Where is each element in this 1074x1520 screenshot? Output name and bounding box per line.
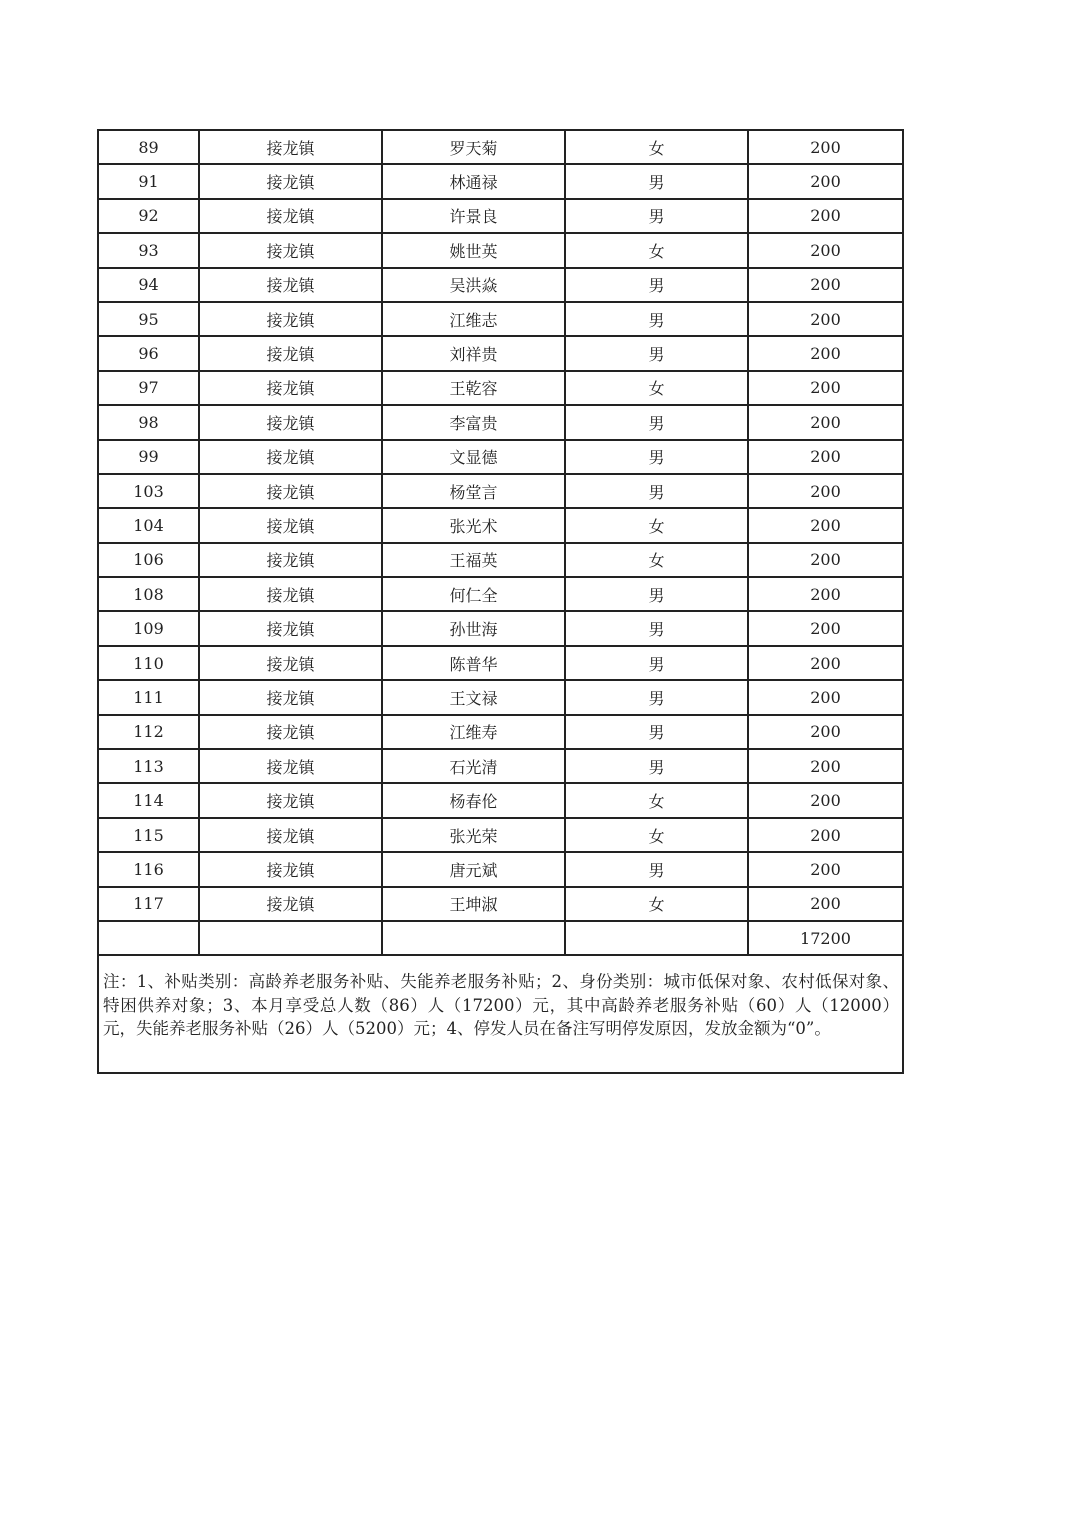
cell-gender: 女 xyxy=(565,371,748,405)
cell-gender: 男 xyxy=(565,474,748,508)
cell-no: 112 xyxy=(98,715,199,749)
cell-amount: 200 xyxy=(748,199,903,233)
note-row xyxy=(98,955,903,1073)
cell-amount: 200 xyxy=(748,302,903,336)
cell-name: 王福英 xyxy=(382,543,565,577)
cell-town: 接龙镇 xyxy=(199,680,382,714)
table-row xyxy=(98,646,903,680)
cell-town: 接龙镇 xyxy=(199,371,382,405)
cell-amount: 200 xyxy=(748,646,903,680)
cell-gender: 男 xyxy=(565,405,748,439)
cell-no: 96 xyxy=(98,336,199,370)
cell-name: 杨春伦 xyxy=(382,783,565,817)
cell-amount: 200 xyxy=(748,164,903,198)
table-row xyxy=(98,268,903,302)
cell-name: 杨堂言 xyxy=(382,474,565,508)
cell-name: 何仁全 xyxy=(382,577,565,611)
total-amount: 17200 xyxy=(748,921,903,955)
cell-town: 接龙镇 xyxy=(199,302,382,336)
cell-amount: 200 xyxy=(748,577,903,611)
cell-no: 103 xyxy=(98,474,199,508)
cell-town: 接龙镇 xyxy=(199,474,382,508)
cell-gender: 男 xyxy=(565,199,748,233)
table-row xyxy=(98,336,903,370)
cell-name: 罗天菊 xyxy=(382,130,565,164)
table-row xyxy=(98,715,903,749)
cell-amount: 200 xyxy=(748,543,903,577)
cell-gender: 男 xyxy=(565,646,748,680)
total-cell-empty xyxy=(199,921,382,955)
cell-name: 陈普华 xyxy=(382,646,565,680)
cell-amount: 200 xyxy=(748,611,903,645)
cell-gender: 女 xyxy=(565,887,748,921)
cell-amount: 200 xyxy=(748,336,903,370)
table-row xyxy=(98,508,903,542)
cell-gender: 女 xyxy=(565,783,748,817)
cell-amount: 200 xyxy=(748,680,903,714)
total-cell-empty xyxy=(565,921,748,955)
total-cell-empty xyxy=(98,921,199,955)
cell-gender: 男 xyxy=(565,749,748,783)
cell-gender: 女 xyxy=(565,508,748,542)
note-cell xyxy=(98,955,903,1073)
cell-no: 89 xyxy=(98,130,199,164)
cell-no: 106 xyxy=(98,543,199,577)
cell-gender: 男 xyxy=(565,611,748,645)
cell-town: 接龙镇 xyxy=(199,199,382,233)
table-row xyxy=(98,302,903,336)
cell-name: 姚世英 xyxy=(382,233,565,267)
cell-town: 接龙镇 xyxy=(199,508,382,542)
cell-no: 108 xyxy=(98,577,199,611)
table-row xyxy=(98,405,903,439)
table-row xyxy=(98,371,903,405)
cell-amount: 200 xyxy=(748,818,903,852)
cell-gender: 男 xyxy=(565,680,748,714)
cell-no: 99 xyxy=(98,440,199,474)
cell-no: 92 xyxy=(98,199,199,233)
table-row xyxy=(98,130,903,164)
table-row xyxy=(98,680,903,714)
cell-no: 98 xyxy=(98,405,199,439)
cell-amount: 200 xyxy=(748,233,903,267)
cell-no: 110 xyxy=(98,646,199,680)
cell-town: 接龙镇 xyxy=(199,440,382,474)
cell-gender: 女 xyxy=(565,130,748,164)
cell-no: 97 xyxy=(98,371,199,405)
cell-amount: 200 xyxy=(748,268,903,302)
table-row xyxy=(98,233,903,267)
cell-amount: 200 xyxy=(748,783,903,817)
cell-gender: 男 xyxy=(565,852,748,886)
total-cell-empty xyxy=(382,921,565,955)
cell-name: 文显德 xyxy=(382,440,565,474)
cell-name: 许景良 xyxy=(382,199,565,233)
cell-town: 接龙镇 xyxy=(199,405,382,439)
cell-no: 115 xyxy=(98,818,199,852)
cell-gender: 男 xyxy=(565,577,748,611)
cell-name: 张光术 xyxy=(382,508,565,542)
cell-no: 91 xyxy=(98,164,199,198)
cell-gender: 男 xyxy=(565,302,748,336)
table-row xyxy=(98,440,903,474)
cell-gender: 男 xyxy=(565,336,748,370)
cell-gender: 男 xyxy=(565,715,748,749)
cell-name: 张光荣 xyxy=(382,818,565,852)
cell-town: 接龙镇 xyxy=(199,130,382,164)
table-row xyxy=(98,611,903,645)
table-body xyxy=(98,130,903,921)
cell-name: 刘祥贵 xyxy=(382,336,565,370)
cell-town: 接龙镇 xyxy=(199,611,382,645)
cell-town: 接龙镇 xyxy=(199,852,382,886)
cell-name: 江维寿 xyxy=(382,715,565,749)
cell-name: 吴洪焱 xyxy=(382,268,565,302)
cell-amount: 200 xyxy=(748,887,903,921)
cell-name: 石光清 xyxy=(382,749,565,783)
cell-no: 94 xyxy=(98,268,199,302)
cell-town: 接龙镇 xyxy=(199,336,382,370)
cell-amount: 200 xyxy=(748,371,903,405)
cell-town: 接龙镇 xyxy=(199,268,382,302)
cell-no: 117 xyxy=(98,887,199,921)
subsidy-table xyxy=(97,129,904,1074)
cell-town: 接龙镇 xyxy=(199,783,382,817)
cell-no: 104 xyxy=(98,508,199,542)
cell-name: 王乾容 xyxy=(382,371,565,405)
cell-name: 王文禄 xyxy=(382,680,565,714)
cell-town: 接龙镇 xyxy=(199,164,382,198)
cell-name: 唐元斌 xyxy=(382,852,565,886)
cell-amount: 200 xyxy=(748,508,903,542)
table-row xyxy=(98,164,903,198)
cell-town: 接龙镇 xyxy=(199,715,382,749)
cell-amount: 200 xyxy=(748,440,903,474)
table-row xyxy=(98,474,903,508)
cell-no: 95 xyxy=(98,302,199,336)
table-row xyxy=(98,852,903,886)
cell-amount: 200 xyxy=(748,405,903,439)
cell-gender: 男 xyxy=(565,440,748,474)
table-row xyxy=(98,783,903,817)
cell-town: 接龙镇 xyxy=(199,646,382,680)
table-row xyxy=(98,818,903,852)
table-row xyxy=(98,199,903,233)
cell-amount: 200 xyxy=(748,852,903,886)
cell-amount: 200 xyxy=(748,749,903,783)
total-row xyxy=(98,921,903,955)
cell-name: 孙世海 xyxy=(382,611,565,645)
cell-no: 111 xyxy=(98,680,199,714)
cell-town: 接龙镇 xyxy=(199,818,382,852)
cell-amount: 200 xyxy=(748,130,903,164)
table-row xyxy=(98,543,903,577)
cell-amount: 200 xyxy=(748,474,903,508)
cell-name: 李富贵 xyxy=(382,405,565,439)
note-text: 注：1、补贴类别：高龄养老服务补贴、失能养老服务补贴；2、身份类别：城市低保对象、农村低保对象、特困供养对象；3、本月享受总人数（86）人（17200）元，其中高龄养老服务补贴（60）人（12000）元，失能养老服务补贴（26）人（5200）元；4、停发人员在备注写明停发原因，发放金额为“0”。 xyxy=(103,972,899,1039)
cell-no: 113 xyxy=(98,749,199,783)
cell-no: 93 xyxy=(98,233,199,267)
cell-amount: 200 xyxy=(748,715,903,749)
cell-town: 接龙镇 xyxy=(199,233,382,267)
cell-town: 接龙镇 xyxy=(199,887,382,921)
cell-town: 接龙镇 xyxy=(199,577,382,611)
cell-town: 接龙镇 xyxy=(199,749,382,783)
cell-gender: 男 xyxy=(565,268,748,302)
cell-no: 114 xyxy=(98,783,199,817)
cell-gender: 女 xyxy=(565,543,748,577)
cell-gender: 女 xyxy=(565,818,748,852)
cell-name: 王坤淑 xyxy=(382,887,565,921)
cell-gender: 男 xyxy=(565,164,748,198)
cell-gender: 女 xyxy=(565,233,748,267)
cell-name: 江维志 xyxy=(382,302,565,336)
table-row xyxy=(98,887,903,921)
cell-name: 林通禄 xyxy=(382,164,565,198)
table-row xyxy=(98,577,903,611)
cell-no: 109 xyxy=(98,611,199,645)
table-row xyxy=(98,749,903,783)
cell-no: 116 xyxy=(98,852,199,886)
cell-town: 接龙镇 xyxy=(199,543,382,577)
